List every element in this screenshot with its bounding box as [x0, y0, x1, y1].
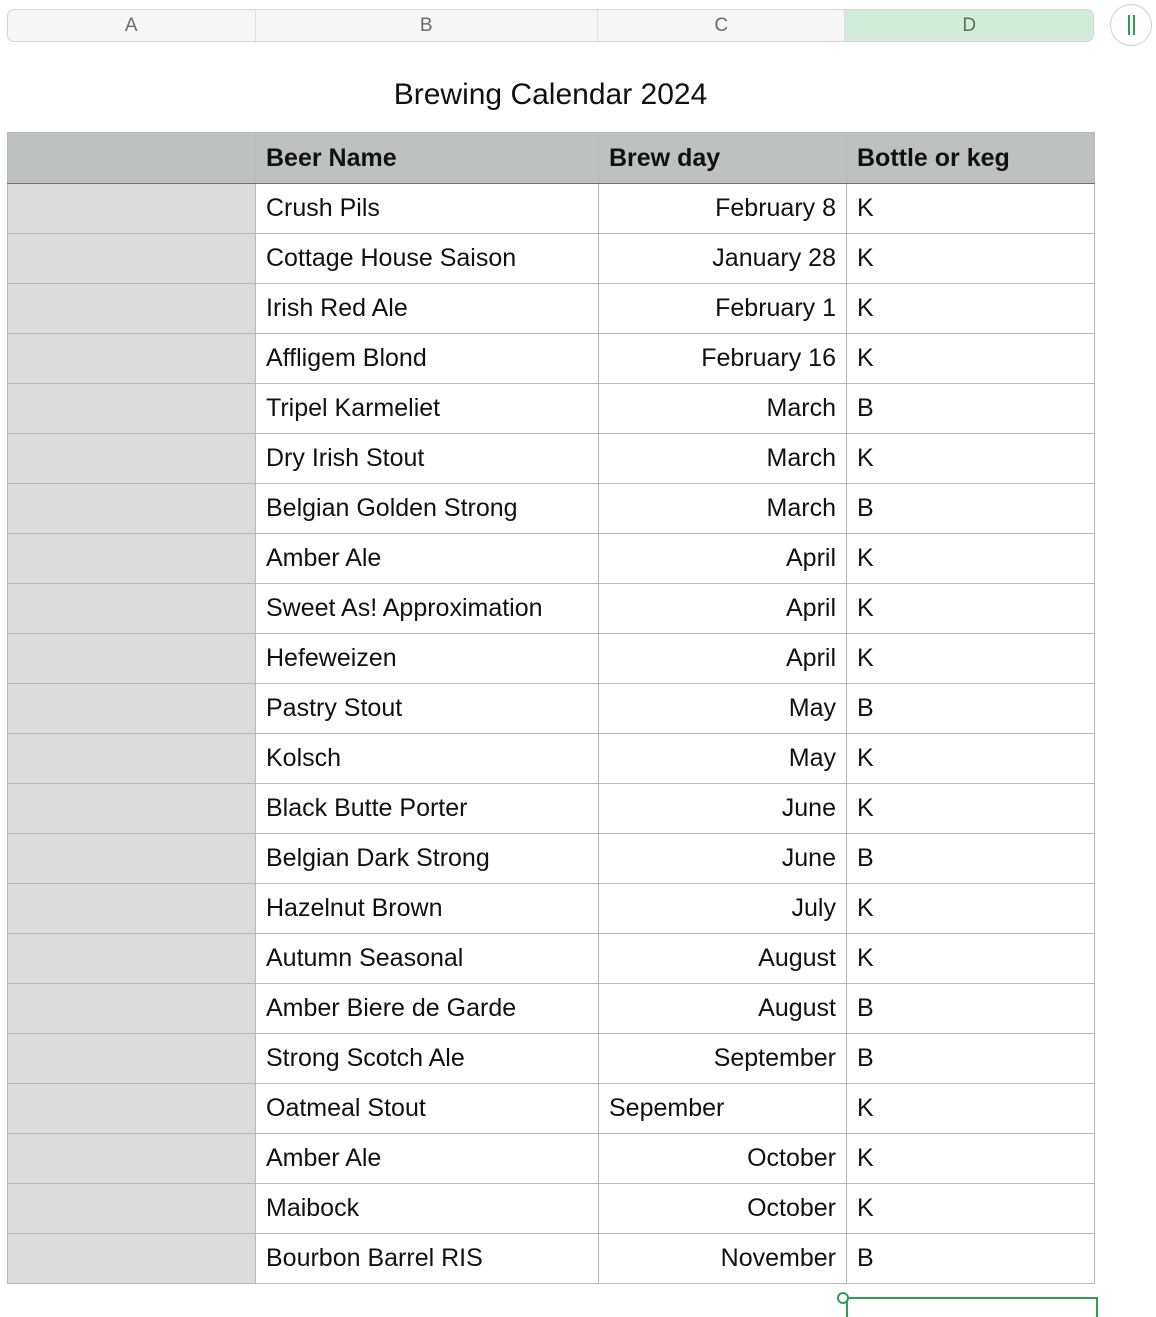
brew-day-cell[interactable]: October	[599, 1184, 847, 1234]
bottle-or-keg-cell[interactable]: K	[847, 584, 1095, 634]
beer-name-cell[interactable]: Black Butte Porter	[256, 784, 599, 834]
brew-day-cell[interactable]: April	[599, 634, 847, 684]
table-row	[8, 234, 1095, 284]
bottle-or-keg-cell[interactable]: K	[847, 534, 1095, 584]
beer-name-cell[interactable]: Strong Scotch Ale	[256, 1034, 599, 1084]
table-row	[8, 884, 1095, 934]
row-header-cell[interactable]	[8, 184, 256, 234]
beer-name-cell[interactable]: Irish Red Ale	[256, 284, 599, 334]
table-row	[8, 1134, 1095, 1184]
bottle-or-keg-cell[interactable]: K	[847, 784, 1095, 834]
beer-name-cell[interactable]: Amber Ale	[256, 534, 599, 584]
brew-day-cell[interactable]: July	[599, 884, 847, 934]
beer-name-cell[interactable]: Pastry Stout	[256, 684, 599, 734]
header-cell-brew-day[interactable]: Brew day	[599, 133, 847, 184]
table-row	[8, 634, 1095, 684]
beer-name-cell[interactable]: Belgian Golden Strong	[256, 484, 599, 534]
bottle-or-keg-cell[interactable]: B	[847, 834, 1095, 884]
brew-day-cell[interactable]: May	[599, 734, 847, 784]
column-header-a[interactable]: A	[8, 10, 256, 41]
bottle-or-keg-cell[interactable]: K	[847, 334, 1095, 384]
bottle-or-keg-cell[interactable]: K	[847, 934, 1095, 984]
table-row	[8, 1234, 1095, 1284]
brew-day-cell[interactable]: June	[599, 784, 847, 834]
column-header-b[interactable]: B	[256, 10, 598, 41]
bottle-or-keg-cell[interactable]: B	[847, 384, 1095, 434]
table-row	[8, 734, 1095, 784]
row-header-cell[interactable]	[8, 684, 256, 734]
brew-day-cell[interactable]: April	[599, 584, 847, 634]
sheet-title[interactable]: Brewing Calendar 2024	[393, 78, 708, 111]
brew-day-cell[interactable]: January 28	[599, 234, 847, 284]
selection-outline	[846, 1297, 1098, 1317]
row-header-cell[interactable]	[8, 484, 256, 534]
table-row	[8, 484, 1095, 534]
table-row	[8, 1034, 1095, 1084]
column-header-c[interactable]: C	[598, 10, 846, 41]
table-row	[8, 334, 1095, 384]
bottle-or-keg-cell[interactable]: K	[847, 184, 1095, 234]
row-header-cell[interactable]	[8, 1234, 256, 1284]
brew-day-cell[interactable]: August	[599, 984, 847, 1034]
table-row	[8, 784, 1095, 834]
beer-name-cell[interactable]: Affligem Blond	[256, 334, 599, 384]
bottle-or-keg-cell[interactable]: B	[847, 684, 1095, 734]
row-header-cell[interactable]	[8, 934, 256, 984]
table-row	[8, 384, 1095, 434]
row-header-cell[interactable]	[8, 584, 256, 634]
row-header-cell[interactable]	[8, 884, 256, 934]
row-header-cell[interactable]	[8, 1084, 256, 1134]
brewing-table	[7, 132, 1095, 1284]
bottle-or-keg-cell[interactable]: K	[847, 734, 1095, 784]
row-header-cell[interactable]	[8, 984, 256, 1034]
row-header-cell[interactable]	[8, 734, 256, 784]
table-row	[8, 1084, 1095, 1134]
freeze-icon	[1128, 15, 1135, 35]
beer-name-cell[interactable]: Hefeweizen	[256, 634, 599, 684]
beer-name-cell[interactable]: Tripel Karmeliet	[256, 384, 599, 434]
row-header-cell[interactable]	[8, 1134, 256, 1184]
row-header-cell[interactable]	[8, 434, 256, 484]
row-header-cell[interactable]	[8, 634, 256, 684]
table-row	[8, 584, 1095, 634]
bottle-or-keg-cell[interactable]: K	[847, 1184, 1095, 1234]
column-header-d[interactable]: D	[845, 10, 1093, 41]
beer-name-cell[interactable]: Belgian Dark Strong	[256, 834, 599, 884]
bottle-or-keg-cell[interactable]: K	[847, 634, 1095, 684]
table-row	[8, 434, 1095, 484]
bottle-or-keg-cell[interactable]: K	[847, 284, 1095, 334]
row-header-cell[interactable]	[8, 234, 256, 284]
row-header-cell[interactable]	[8, 534, 256, 584]
selection-handle[interactable]	[837, 1292, 849, 1304]
bottle-or-keg-cell[interactable]: K	[847, 884, 1095, 934]
beer-name-cell[interactable]: Amber Ale	[256, 1134, 599, 1184]
row-header-cell[interactable]	[8, 1184, 256, 1234]
row-header-cell[interactable]	[8, 384, 256, 434]
table-row	[8, 934, 1095, 984]
row-header-cell[interactable]	[8, 784, 256, 834]
row-header-cell[interactable]	[8, 1034, 256, 1084]
brew-day-cell[interactable]: April	[599, 534, 847, 584]
header-row	[8, 133, 1095, 184]
beer-name-cell[interactable]: Autumn Seasonal	[256, 934, 599, 984]
beer-name-cell[interactable]: Bourbon Barrel RIS	[256, 1234, 599, 1284]
header-cell-beer-name[interactable]: Beer Name	[256, 133, 599, 184]
bottle-or-keg-cell[interactable]: B	[847, 984, 1095, 1034]
table-row	[8, 534, 1095, 584]
row-header-cell[interactable]	[8, 334, 256, 384]
brew-day-cell[interactable]: March	[599, 384, 847, 434]
column-header-bar	[7, 9, 1094, 42]
brew-day-cell[interactable]: February 16	[599, 334, 847, 384]
brew-day-cell[interactable]: February 1	[599, 284, 847, 334]
brew-day-cell[interactable]: February 8	[599, 184, 847, 234]
beer-name-cell[interactable]: Amber Biere de Garde	[256, 984, 599, 1034]
bottle-or-keg-cell[interactable]: K	[847, 234, 1095, 284]
table-row	[8, 284, 1095, 334]
brew-day-cell[interactable]: September	[599, 1034, 847, 1084]
brew-day-cell[interactable]: November	[599, 1234, 847, 1284]
freeze-columns-button[interactable]	[1110, 4, 1152, 46]
header-cell-a[interactable]	[8, 133, 256, 184]
row-header-cell[interactable]	[8, 834, 256, 884]
bottle-or-keg-cell[interactable]: K	[847, 434, 1095, 484]
bottle-or-keg-cell[interactable]: K	[847, 1084, 1095, 1134]
table-row	[8, 184, 1095, 234]
beer-name-cell[interactable]: Sweet As! Approximation	[256, 584, 599, 634]
beer-name-cell[interactable]: Kolsch	[256, 734, 599, 784]
brew-day-cell[interactable]: March	[599, 434, 847, 484]
beer-name-cell[interactable]: Hazelnut Brown	[256, 884, 599, 934]
beer-name-cell[interactable]: Cottage House Saison	[256, 234, 599, 284]
brew-day-cell[interactable]: Sepember	[599, 1084, 847, 1134]
header-cell-bottle-or-keg[interactable]: Bottle or keg	[847, 133, 1095, 184]
bottle-or-keg-cell[interactable]: B	[847, 1034, 1095, 1084]
brew-day-cell[interactable]: August	[599, 934, 847, 984]
brew-day-cell[interactable]: June	[599, 834, 847, 884]
table-row	[8, 834, 1095, 884]
table-row	[8, 684, 1095, 734]
brew-day-cell[interactable]: May	[599, 684, 847, 734]
table-row	[8, 984, 1095, 1034]
bottle-or-keg-cell[interactable]: B	[847, 484, 1095, 534]
brew-day-cell[interactable]: October	[599, 1134, 847, 1184]
beer-name-cell[interactable]: Dry Irish Stout	[256, 434, 599, 484]
brew-day-cell[interactable]: March	[599, 484, 847, 534]
bottle-or-keg-cell[interactable]: K	[847, 1134, 1095, 1184]
beer-name-cell[interactable]: Crush Pils	[256, 184, 599, 234]
beer-name-cell[interactable]: Oatmeal Stout	[256, 1084, 599, 1134]
table-row	[8, 1184, 1095, 1234]
row-header-cell[interactable]	[8, 284, 256, 334]
bottle-or-keg-cell[interactable]: B	[847, 1234, 1095, 1284]
beer-name-cell[interactable]: Maibock	[256, 1184, 599, 1234]
